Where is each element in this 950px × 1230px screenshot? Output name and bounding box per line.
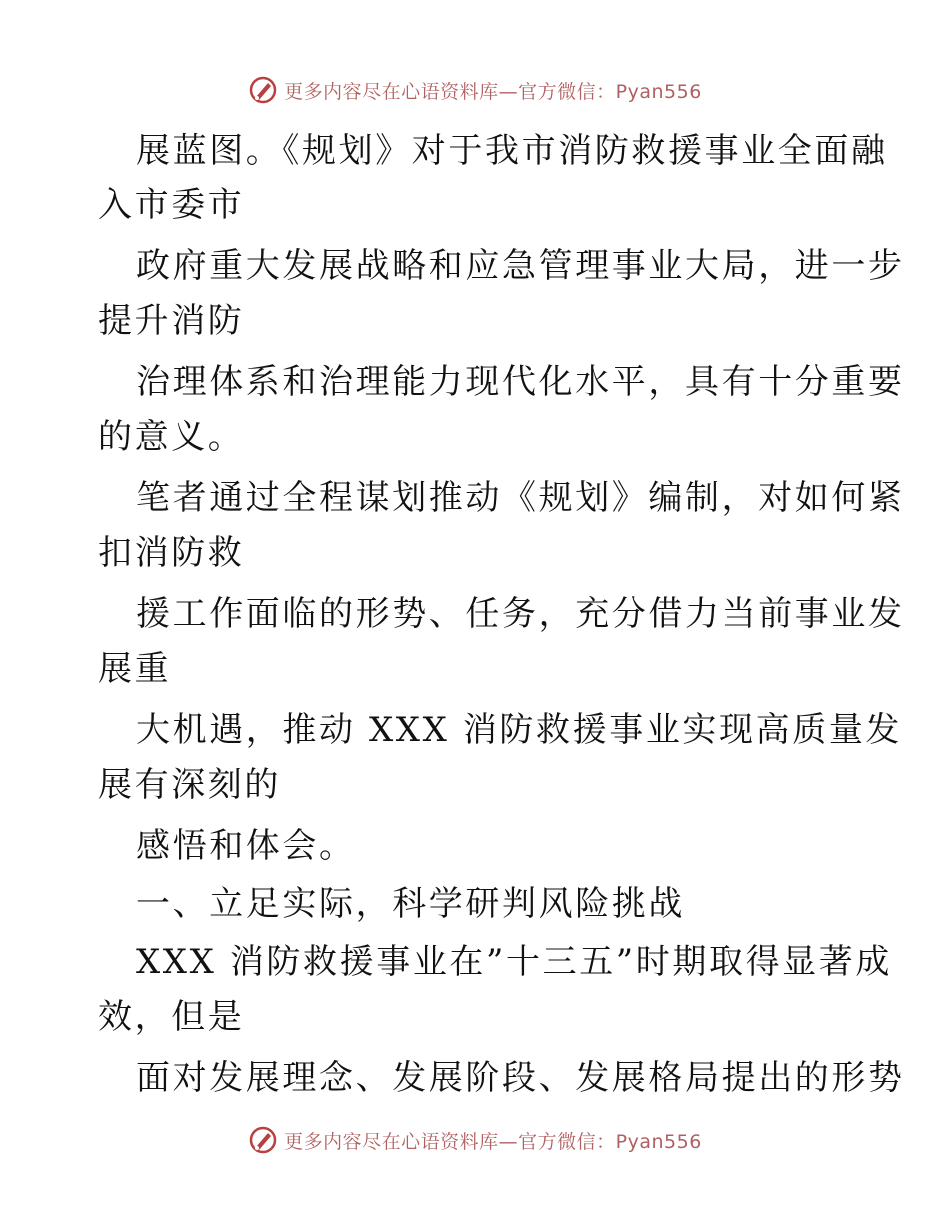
body-line: 的意义。 [98,417,245,457]
section-heading: 一、立足实际，科学研判风险挑战 [136,884,685,924]
body-line: 面对发展理念、发展阶段、发展格局提出的形势 [136,1058,905,1098]
body-line: 入市委市 [98,185,245,225]
body-line: 展重 [98,649,172,689]
body-line: 感悟和体会。 [136,826,356,866]
body-line: 展蓝图。《规划》对于我市消防救援事业全面融 [136,131,888,171]
pen-logo-icon [248,75,278,105]
watermark-banner-bottom [0,1120,950,1160]
body-line: 提升消防 [98,301,245,341]
body-line: 援工作面临的形势、任务，充分借力当前事业发 [136,594,905,634]
body-line: 治理体系和治理能力现代化水平，具有十分重要 [136,362,905,402]
body-line: 大机遇，推动 XXX 消防救援事业实现高质量发 [136,710,903,750]
watermark-banner-top [0,70,950,110]
body-line: 展有深刻的 [98,765,281,805]
body-line: XXX 消防救援事业在”十三五”时期取得显著成 [136,942,892,982]
body-line: 政府重大发展战略和应急管理事业大局，进一步 [136,246,905,286]
watermark-text: 更多内容尽在心语资料库—官方微信：Pyan556 [284,1130,702,1153]
body-line: 效，但是 [98,997,245,1037]
body-line: 扣消防救 [98,533,245,573]
pen-logo-icon [248,1125,278,1155]
body-line: 笔者通过全程谋划推动《规划》编制，对如何紧 [136,478,905,518]
watermark-text: 更多内容尽在心语资料库—官方微信：Pyan556 [284,80,702,103]
